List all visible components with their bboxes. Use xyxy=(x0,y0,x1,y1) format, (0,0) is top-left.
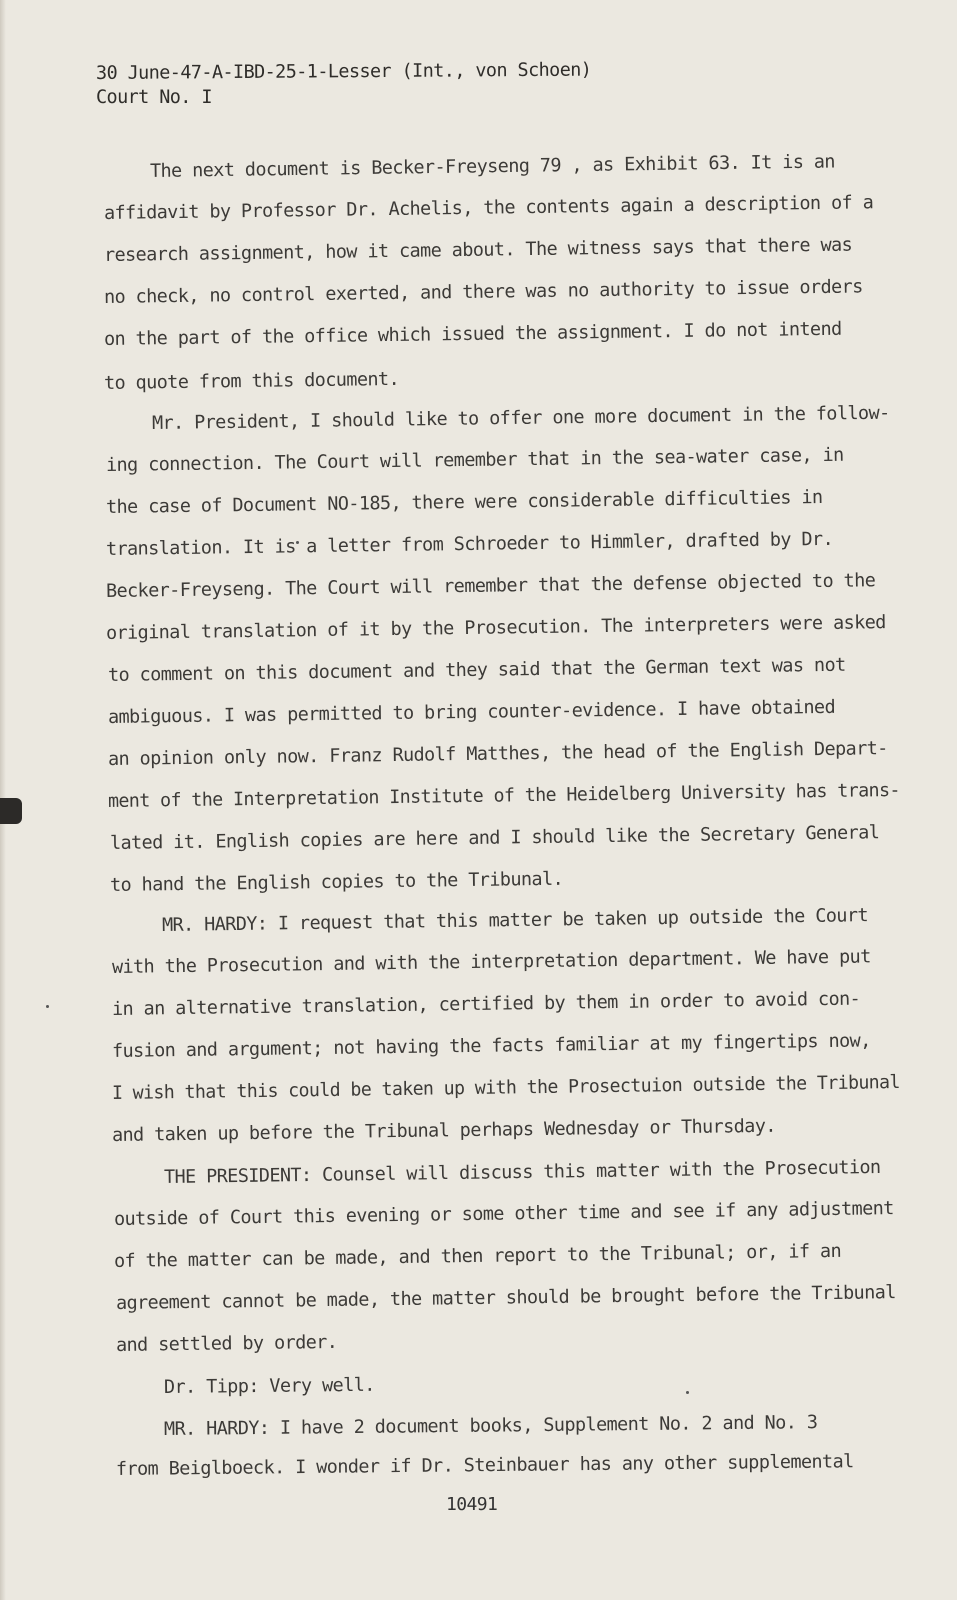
text-line: Dr. Tipp: Very well. xyxy=(163,1374,375,1398)
text-line: and taken up before the Tribunal perhaps Wednesday or Thursday. xyxy=(111,1115,776,1146)
paper-speck xyxy=(46,1005,49,1008)
text-line: ment of the Interpretation Institute of the Heidelberg University has trans- xyxy=(107,779,900,812)
text-line: on the part of the office which issued the assignment. I do not intend xyxy=(103,318,842,350)
text-line: research assignment, how it came about. The witness says that there was xyxy=(103,234,853,266)
text-line: an opinion only now. Franz Rudolf Matthes, the head of the English Depart- xyxy=(107,738,888,770)
text-line: ing connection. The Court will remember that in the sea-water case, in xyxy=(105,444,844,476)
header-line-case-id: 30 June-47-A-IBD-25-1-Lesser (Int., von Schoen) xyxy=(95,59,592,84)
text-line: Mr. President, I should like to offer one more document in the follow- xyxy=(151,402,890,434)
text-line: of the matter can be made, and then report to the Tribunal; or, if an xyxy=(113,1240,842,1272)
text-line: THE PRESIDENT: Counsel will discuss this matter with the Prosecution xyxy=(163,1156,881,1188)
text-line: ambiguous. I was permitted to bring counter-evidence. I have obtained xyxy=(107,696,836,728)
text-line: in an alternative translation, certified by them in order to avoid con- xyxy=(111,988,861,1020)
text-line: and settled by order. xyxy=(115,1331,338,1356)
text-line: to quote from this document. xyxy=(103,368,400,394)
text-line: I wish that this could be taken up with the Prosectuion outside the Tribunal xyxy=(111,1072,900,1104)
text-line: Becker-Freyseng. The Court will remember that the defense objected to the xyxy=(105,570,876,602)
text-line: the case of Document NO-185, there were considerable difficulties in xyxy=(105,486,823,518)
text-line: The next document is Becker-Freyseng 79 , as Exhibit 63. It is an xyxy=(149,151,836,182)
text-line: with the Prosecution and with the interpretation department. We have put xyxy=(111,946,871,978)
page-number: 10491 xyxy=(446,1494,498,1515)
text-line: lated it. English copies are here and I should like the Secretary General xyxy=(109,822,880,854)
paper-speck xyxy=(686,1391,689,1394)
text-line: fusion and argument; not having the facts familiar at my fingertips now, xyxy=(111,1030,871,1062)
text-line: outside of Court this evening or some other time and see if any adjustment xyxy=(113,1198,894,1230)
text-line: original translation of it by the Prosecution. The interpreters were asked xyxy=(105,612,886,644)
text-line: affidavit by Professor Dr. Achelis, the contents again a description of a xyxy=(103,192,874,224)
text-line: translation. It is a letter from Schroeder to Himmler, drafted by Dr. xyxy=(105,528,834,560)
text-line: no check, no control exerted, and there was no authority to issue orders xyxy=(103,276,863,308)
text-line: agreement cannot be made, the matter should be brought before the Tribunal xyxy=(115,1282,896,1314)
text-line: to hand the English copies to the Tribunal. xyxy=(109,868,564,896)
text-line: to comment on this document and they said that the German text was not xyxy=(107,654,846,686)
text-line: MR. HARDY: I have 2 document books, Supplement No. 2 and No. 3 xyxy=(163,1412,818,1440)
header-line-court: Court No. I xyxy=(96,87,212,108)
text-line: from Beiglboeck. I wonder if Dr. Steinbauer has any other supplemental xyxy=(115,1451,854,1480)
text-line: MR. HARDY: I request that this matter be taken up outside the Court xyxy=(161,905,869,936)
binding-clip-mark xyxy=(0,798,22,824)
